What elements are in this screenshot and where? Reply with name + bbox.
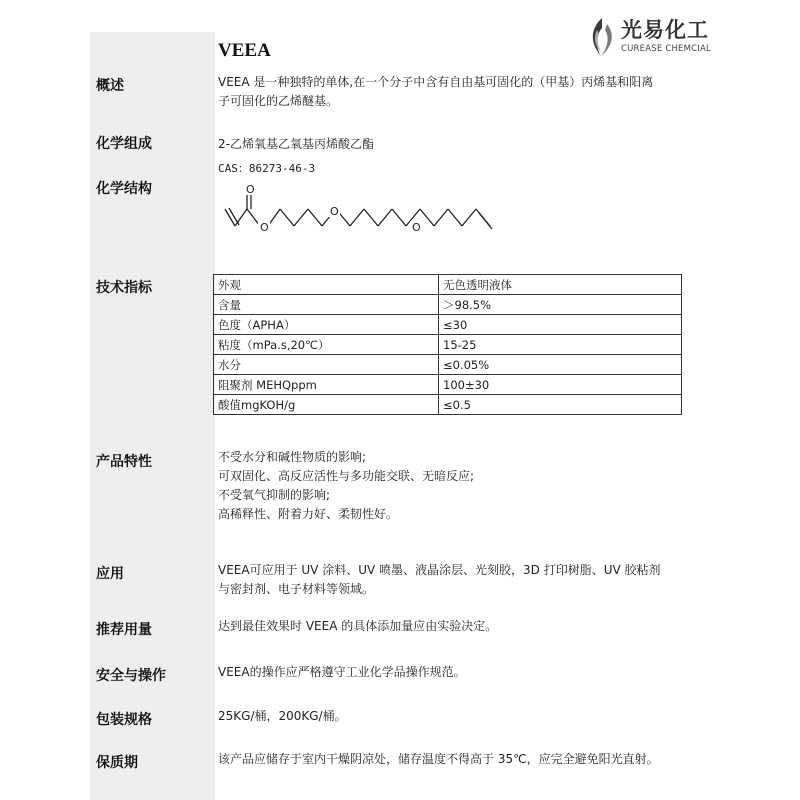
spec-row [214,275,682,295]
shelf-life-heading: 保质期 [96,755,138,771]
logo-subtitle: CUREASE CHEMCIAL [621,44,711,54]
vinyl-ether-oxygen-label: O [412,221,421,234]
specs-heading: 技术指标 [96,280,152,296]
spec-value: ＞98.5% [439,295,682,315]
composition-heading: 化学组成 [96,136,152,152]
spec-item: 酸值mgKOH/g [214,395,439,415]
feature-item: 不受水分和碱性物质的影响; [218,450,367,464]
application-line: 与密封剂、电子材料等领域。 [218,582,375,596]
product-title: VEEA [218,40,271,61]
carbonyl-oxygen-label: O [246,183,255,196]
spec-row [214,295,682,315]
ester-oxygen-label: O [260,221,269,234]
logo-name: 光易化工 [621,18,709,42]
application-line: VEEA可应用于 UV 涂料、UV 喷墨、液晶涂层、光刻胶，3D 打印树脂、UV 胶粘剂 [218,563,661,577]
spec-value: 无色透明液体 [439,275,682,295]
spec-value: ≤30 [439,315,682,335]
application-heading: 应用 [96,566,124,582]
spec-row [214,375,682,395]
dosage-heading: 推荐用量 [96,622,152,638]
overview-line: 子可固化的乙烯醚基。 [218,94,339,108]
shelf-life-text: 该产品应储存于室内干燥阴凉处，储存温度不得高于 35℃，应完全避免阳光直射。 [218,752,659,766]
feature-item: 高稀释性、附着力好、柔韧性好。 [218,507,399,521]
feature-item: 不受氧气抑制的影响; [218,488,331,502]
flame-logo-icon [585,16,619,58]
spec-value: ≤0.05% [439,355,682,375]
packaging-text: 25KG/桶，200KG/桶。 [218,709,347,723]
application-text [218,561,661,599]
spec-row [214,315,682,335]
features-list [218,448,474,524]
overview-text [218,73,653,111]
company-logo [585,16,715,58]
spec-table [213,274,682,415]
spec-item: 外观 [214,275,439,295]
spec-item: 水分 [214,355,439,375]
chemical-structure-diagram [220,183,520,243]
packaging-heading: 包装规格 [96,712,152,728]
ether-oxygen-label: O [330,205,339,218]
spec-value: 15-25 [439,335,682,355]
safety-heading: 安全与操作 [96,668,166,684]
overview-heading: 概述 [96,78,124,94]
spec-value: ≤0.5 [439,395,682,415]
dosage-text: 达到最佳效果时 VEEA 的具体添加量应由实验决定。 [218,619,498,633]
spec-item: 色度（APHA） [214,315,439,335]
spec-item: 粘度（mPa.s,20℃） [214,335,439,355]
features-heading: 产品特性 [96,454,152,470]
cas-number: CAS：86273-46-3 [218,162,316,175]
spec-item: 含量 [214,295,439,315]
overview-line: VEEA 是一种独特的单体,在一个分子中含有自由基可固化的（甲基）丙烯基和阳离 [218,75,654,89]
spec-row [214,335,682,355]
spec-row [214,355,682,375]
spec-item: 阻聚剂 MEHQppm [214,375,439,395]
composition-name: 2-乙烯氧基乙氧基丙烯酸乙酯 [218,137,374,151]
spec-row [214,395,682,415]
structure-heading: 化学结构 [96,181,152,197]
feature-item: 可双固化、高反应活性与多功能交联、无暗反应; [218,469,475,483]
safety-text: VEEA的操作应严格遵守工业化学品操作规范。 [218,665,466,679]
spec-value: 100±30 [439,375,682,395]
